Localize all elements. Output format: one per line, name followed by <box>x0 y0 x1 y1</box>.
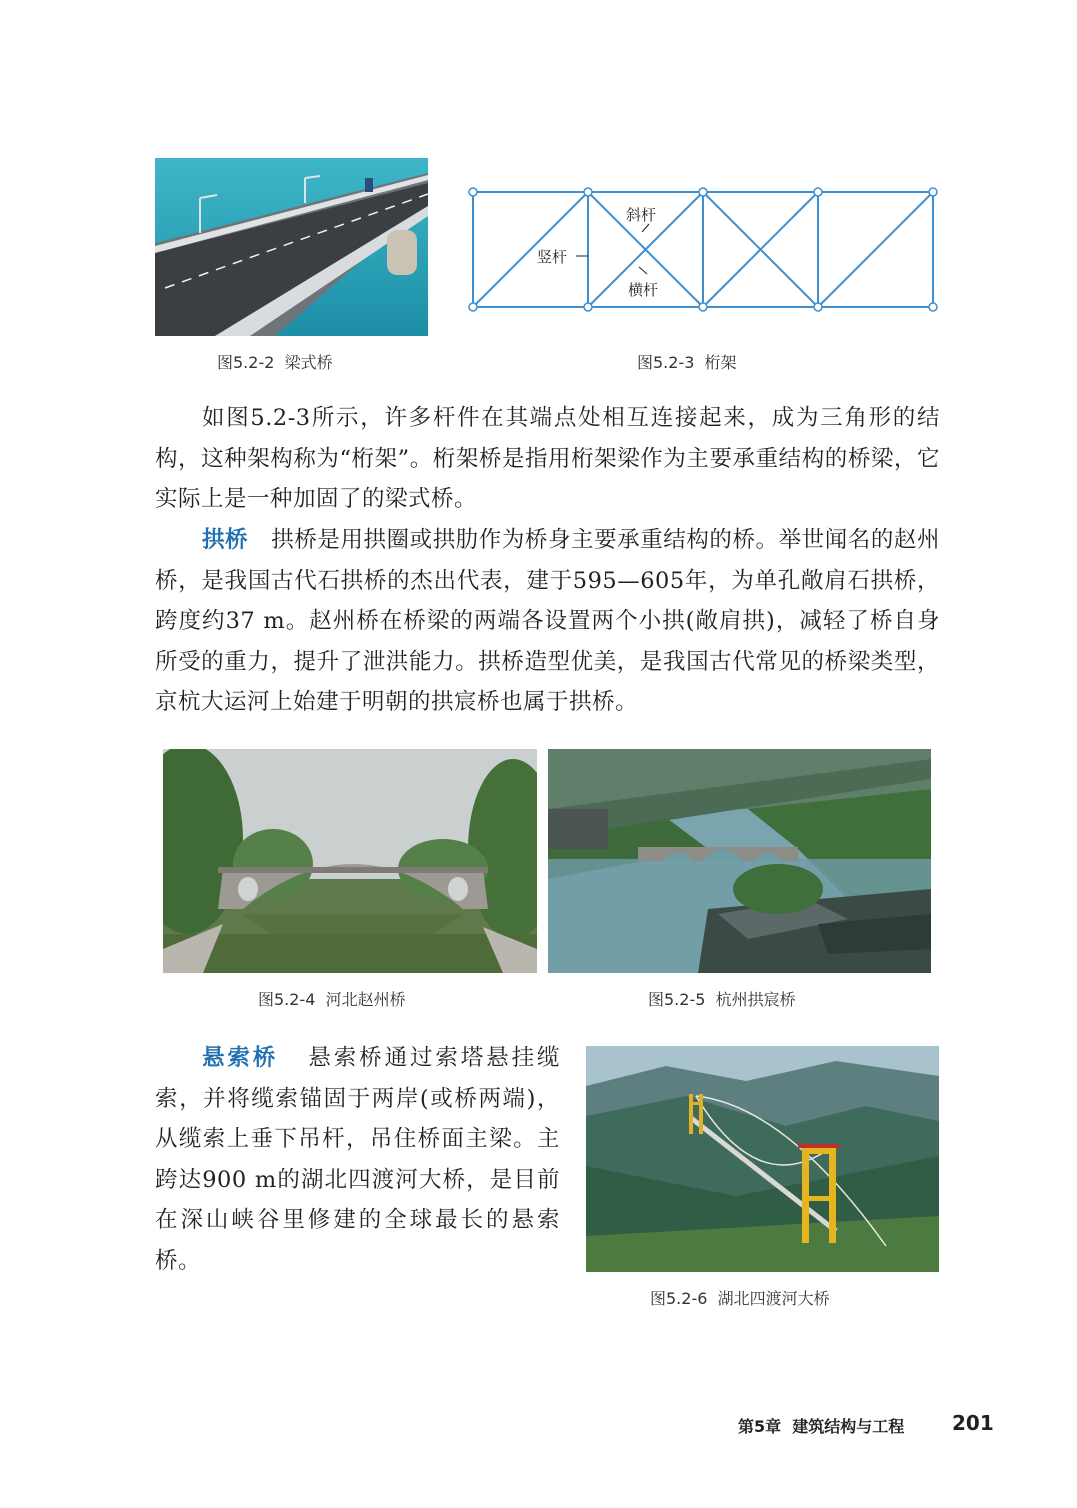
label-horizontal-member: 横杆 <box>628 281 659 299</box>
paragraph-suspension-text: 悬索桥通过索塔悬挂缆索，并将缆索锚固于两岸(或桥两端)，从缆索上垂下吊杆，吊住桥面主梁。主跨达900 m的湖北四渡河大桥，是目前在深山峡谷里修建的全球最长的悬索桥。 <box>155 1045 560 1274</box>
figure-number: 图5.2-6 <box>650 1289 708 1308</box>
paragraph-truss-text: 如图5.2-3所示，许多杆件在其端点处相互连接起来，成为三角形的结构，这种架构称为“桁架”。桁架桥是指用桁架梁作为主要承重结构的桥梁，它实际上是一种加固了的梁式桥。 <box>155 405 940 512</box>
paragraph-truss <box>155 398 940 520</box>
paragraph-arch-text: 拱桥是用拱圈或拱肋作为桥身主要承重结构的桥。举世闻名的赵州桥，是我国古代石拱桥的杰出代表，建于595—605年，为单孔敞肩石拱桥，跨度约37 m。赵州桥在桥梁的两端各设置两个小拱(敞肩拱)，减轻了桥自身所受的重力，提升了泄洪能力。拱桥造型优美，是我国古代常见的桥梁类型，京杭大运河上始建于明朝的拱宸桥也属于拱桥。 <box>155 527 940 715</box>
label-diagonal-member: 斜杆 <box>626 206 657 224</box>
figure-title: 杭州拱宸桥 <box>715 990 796 1009</box>
paragraph-arch <box>155 520 940 723</box>
figure-caption-5-2-6 <box>650 1286 830 1309</box>
figure-caption-5-2-5 <box>648 987 796 1010</box>
beam-bridge-photo <box>155 158 428 336</box>
figure-title: 河北赵州桥 <box>325 990 406 1009</box>
zhaozhou-bridge-photo <box>163 749 537 973</box>
gongchen-bridge-photo <box>548 749 931 973</box>
figure-title: 桁架 <box>704 353 737 372</box>
footer-chapter <box>738 1414 904 1437</box>
paragraph-suspension <box>155 1038 560 1281</box>
figure-number: 图5.2-2 <box>217 353 275 372</box>
figure-caption-5-2-3 <box>637 350 737 373</box>
figure-caption-5-2-4 <box>258 987 406 1010</box>
keyword-arch-bridge: 拱桥 <box>202 527 249 553</box>
chapter-title: 建筑结构与工程 <box>792 1417 905 1436</box>
siduhe-bridge-photo <box>586 1046 939 1272</box>
chapter-number: 第5章 <box>738 1417 782 1436</box>
keyword-suspension-bridge: 悬索桥 <box>202 1045 279 1071</box>
label-vertical-member: 竖杆 <box>537 248 568 266</box>
figure-title: 梁式桥 <box>284 353 333 372</box>
figure-number: 图5.2-5 <box>648 990 706 1009</box>
figure-title: 湖北四渡河大桥 <box>717 1289 830 1308</box>
figure-number: 图5.2-4 <box>258 990 316 1009</box>
page-number: 201 <box>952 1411 994 1435</box>
figure-number: 图5.2-3 <box>637 353 695 372</box>
figure-caption-5-2-2 <box>217 350 333 373</box>
